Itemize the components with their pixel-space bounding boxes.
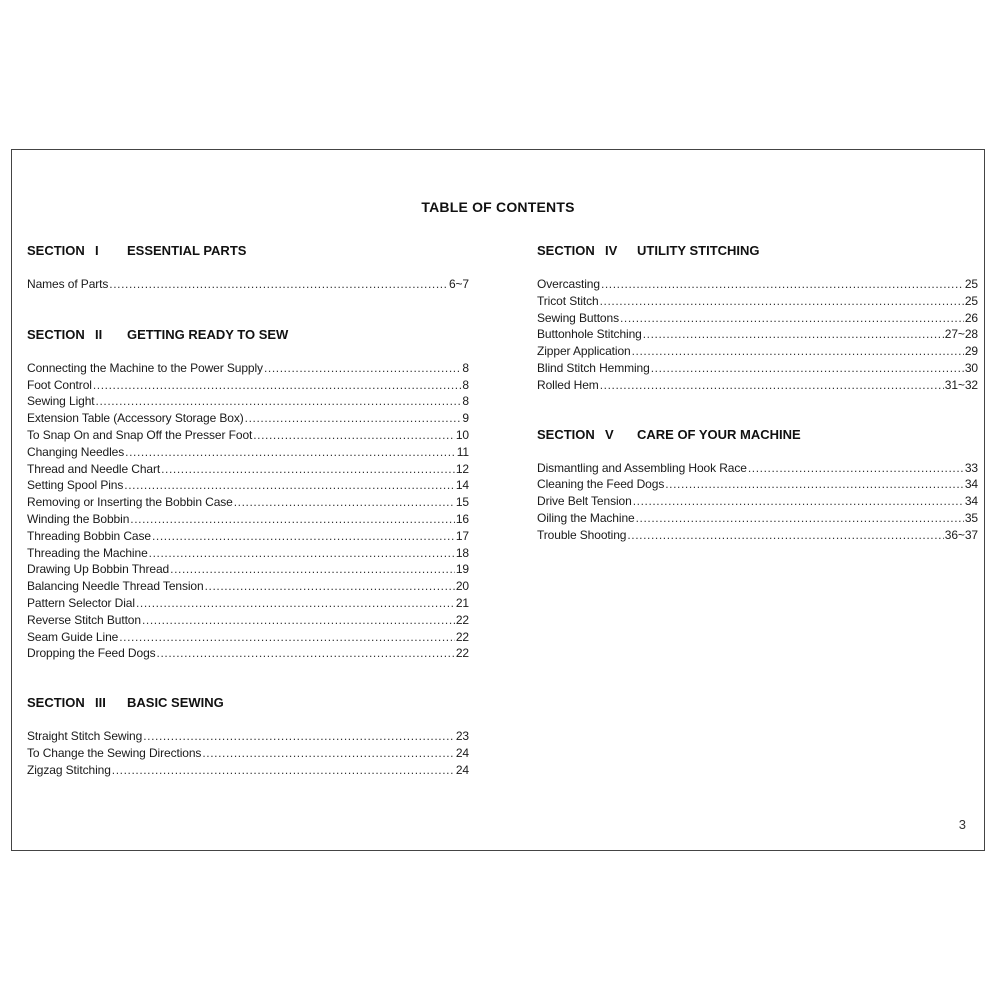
document-page bbox=[11, 149, 985, 851]
section-number: V bbox=[605, 426, 614, 442]
toc-entry bbox=[537, 476, 978, 493]
toc-entry bbox=[537, 293, 978, 310]
toc-entry bbox=[27, 578, 469, 595]
entry-label: Dropping the Feed Dogs bbox=[27, 646, 156, 661]
entry-label: Connecting the Machine to the Power Supply bbox=[27, 360, 263, 375]
toc-entry bbox=[27, 393, 469, 410]
entry-page: 8 bbox=[462, 377, 469, 392]
section-word: SECTION bbox=[537, 426, 595, 442]
dot-leader bbox=[620, 310, 964, 327]
toc-entry bbox=[27, 444, 469, 461]
toc-entry bbox=[27, 360, 469, 377]
entry-label: Zipper Application bbox=[537, 344, 631, 359]
toc-entry bbox=[27, 728, 469, 745]
dot-leader bbox=[124, 477, 455, 494]
entry-page: 24 bbox=[455, 745, 469, 760]
toc-entry bbox=[27, 762, 469, 779]
dot-leader bbox=[600, 377, 944, 394]
entry-label: Names of Parts bbox=[27, 277, 109, 291]
entry-page: 12 bbox=[455, 461, 469, 476]
entry-label: Drawing Up Bobbin Thread bbox=[27, 562, 170, 577]
dot-leader bbox=[136, 595, 455, 612]
entry-label: Straight Stitch Sewing bbox=[27, 729, 143, 744]
entry-label: Zigzag Stitching bbox=[27, 762, 111, 777]
right-column bbox=[537, 243, 978, 544]
entry-page: 17 bbox=[455, 528, 469, 543]
entry-page: 26 bbox=[964, 310, 978, 325]
toc-entry bbox=[27, 494, 469, 511]
toc-entry bbox=[27, 645, 469, 662]
section-heading bbox=[27, 327, 469, 343]
section-number: I bbox=[95, 243, 99, 258]
section-name: GETTING READY TO SEW bbox=[127, 326, 289, 342]
dot-leader bbox=[143, 728, 455, 745]
dot-leader bbox=[152, 528, 455, 545]
dot-leader bbox=[202, 745, 455, 762]
dot-leader bbox=[157, 645, 455, 662]
section-number: IV bbox=[605, 243, 618, 258]
toc-entry bbox=[27, 629, 469, 646]
entry-page: 14 bbox=[455, 478, 469, 493]
dot-leader bbox=[149, 545, 455, 562]
entry-label: Buttonhole Stitching bbox=[537, 327, 642, 342]
entry-label: Sewing Buttons bbox=[537, 310, 619, 325]
entry-page: 29 bbox=[964, 344, 978, 359]
dot-leader bbox=[636, 510, 964, 527]
entry-label: Threading the Machine bbox=[27, 545, 148, 560]
toc-entry bbox=[27, 477, 469, 494]
toc-entry bbox=[27, 545, 469, 562]
dot-leader bbox=[633, 493, 964, 510]
section-name: BASIC SEWING bbox=[127, 695, 224, 711]
toc-entry bbox=[27, 276, 469, 293]
dot-leader bbox=[93, 377, 462, 394]
toc-entry bbox=[27, 612, 469, 629]
entry-label: Blind Stitch Hemming bbox=[537, 360, 650, 375]
section-name: ESSENTIAL PARTS bbox=[127, 243, 247, 258]
entry-label: Trouble Shooting bbox=[537, 527, 627, 542]
section-3 bbox=[27, 695, 469, 778]
entry-page: 15 bbox=[455, 495, 469, 510]
entry-list bbox=[27, 276, 469, 293]
entry-label: Drive Belt Tension bbox=[537, 494, 632, 509]
entry-label: Foot Control bbox=[27, 377, 92, 392]
entry-label: Oiling the Machine bbox=[537, 510, 635, 525]
entry-label: Pattern Selector Dial bbox=[27, 595, 135, 610]
entry-page: 6~7 bbox=[448, 277, 469, 291]
entry-page: 18 bbox=[455, 545, 469, 560]
dot-leader bbox=[205, 578, 455, 595]
entry-page: 8 bbox=[462, 394, 469, 409]
toc-entry bbox=[537, 360, 978, 377]
toc-entry bbox=[537, 326, 978, 343]
entry-page: 30 bbox=[964, 360, 978, 375]
entry-label: Removing or Inserting the Bobbin Case bbox=[27, 495, 233, 510]
dot-leader bbox=[264, 360, 461, 377]
entry-page: 34 bbox=[964, 477, 978, 492]
dot-leader bbox=[601, 276, 964, 293]
entry-label: To Change the Sewing Directions bbox=[27, 745, 202, 760]
entry-label: Balancing Needle Thread Tension bbox=[27, 579, 204, 594]
entry-label: Threading Bobbin Case bbox=[27, 528, 151, 543]
dot-leader bbox=[627, 527, 943, 544]
section-2 bbox=[27, 327, 469, 662]
left-column bbox=[27, 243, 469, 779]
entry-page: 36~37 bbox=[944, 527, 978, 542]
section-number: III bbox=[95, 695, 106, 711]
section-number: II bbox=[95, 326, 103, 342]
entry-label: Overcasting bbox=[537, 277, 600, 291]
entry-label: Extension Table (Accessory Storage Box) bbox=[27, 411, 244, 426]
section-name: CARE OF YOUR MACHINE bbox=[637, 426, 801, 442]
toc-entry bbox=[537, 493, 978, 510]
entry-list bbox=[537, 276, 978, 394]
section-1 bbox=[27, 243, 469, 293]
section-heading bbox=[27, 695, 469, 711]
entry-page: 10 bbox=[455, 427, 469, 442]
toc-entry bbox=[27, 410, 469, 427]
entry-label: Winding the Bobbin bbox=[27, 511, 130, 526]
dot-leader bbox=[632, 343, 964, 360]
entry-page: 22 bbox=[455, 612, 469, 627]
entry-page: 8 bbox=[462, 360, 469, 375]
entry-page: 21 bbox=[455, 595, 469, 610]
toc-entry bbox=[537, 460, 978, 477]
dot-leader bbox=[748, 460, 964, 477]
entry-label: Thread and Needle Chart bbox=[27, 461, 161, 476]
toc-entry bbox=[27, 528, 469, 545]
section-4 bbox=[537, 243, 978, 394]
toc-entry bbox=[537, 527, 978, 544]
toc-entry bbox=[27, 745, 469, 762]
toc-entry bbox=[537, 310, 978, 327]
page-title: TABLE OF CONTENTS bbox=[421, 199, 575, 215]
entry-page: 27~28 bbox=[944, 327, 978, 342]
section-name: UTILITY STITCHING bbox=[637, 243, 760, 258]
entry-page: 33 bbox=[964, 460, 978, 475]
entry-page: 22 bbox=[455, 629, 469, 644]
dot-leader bbox=[600, 293, 964, 310]
entry-page: 9 bbox=[462, 411, 469, 426]
dot-leader bbox=[161, 461, 455, 478]
entry-label: Setting Spool Pins bbox=[27, 478, 124, 493]
entry-label: Dismantling and Assembling Hook Race bbox=[537, 460, 747, 475]
dot-leader bbox=[96, 393, 462, 410]
section-word: SECTION bbox=[27, 695, 85, 711]
toc-entry bbox=[27, 461, 469, 478]
dot-leader bbox=[112, 762, 455, 779]
entry-list bbox=[27, 360, 469, 662]
toc-entry bbox=[537, 377, 978, 394]
entry-page: 25 bbox=[964, 293, 978, 308]
entry-label: Cleaning the Feed Dogs bbox=[537, 477, 665, 492]
entry-label: Rolled Hem bbox=[537, 377, 599, 392]
entry-page: 34 bbox=[964, 494, 978, 509]
dot-leader bbox=[109, 276, 448, 293]
entry-page: 19 bbox=[455, 562, 469, 577]
entry-label: Reverse Stitch Button bbox=[27, 612, 141, 627]
toc-entry bbox=[537, 276, 978, 293]
toc-entry bbox=[537, 510, 978, 527]
entry-label: Seam Guide Line bbox=[27, 629, 119, 644]
entry-label: To Snap On and Snap Off the Presser Foot bbox=[27, 427, 253, 442]
dot-leader bbox=[125, 444, 456, 461]
toc-entry bbox=[27, 511, 469, 528]
dot-leader bbox=[245, 410, 462, 427]
entry-page: 35 bbox=[964, 510, 978, 525]
entry-label: Changing Needles bbox=[27, 444, 125, 459]
section-heading bbox=[27, 243, 469, 259]
entry-page: 23 bbox=[455, 729, 469, 744]
entry-list bbox=[27, 728, 469, 778]
dot-leader bbox=[170, 561, 455, 578]
entry-label: Tricot Stitch bbox=[537, 293, 599, 308]
entry-page: 24 bbox=[455, 762, 469, 777]
dot-leader bbox=[643, 326, 944, 343]
toc-entry bbox=[27, 427, 469, 444]
dot-leader bbox=[130, 511, 455, 528]
dot-leader bbox=[665, 476, 964, 493]
dot-leader bbox=[253, 427, 455, 444]
dot-leader bbox=[651, 360, 964, 377]
page-number: 3 bbox=[958, 817, 966, 832]
section-heading bbox=[537, 243, 978, 259]
dot-leader bbox=[142, 612, 455, 629]
dot-leader bbox=[234, 494, 455, 511]
entry-page: 20 bbox=[455, 579, 469, 594]
entry-label: Sewing Light bbox=[27, 394, 95, 409]
entry-page: 16 bbox=[455, 511, 469, 526]
entry-page: 11 bbox=[456, 444, 469, 459]
entry-list bbox=[537, 460, 978, 544]
entry-page: 25 bbox=[964, 277, 978, 291]
entry-page: 22 bbox=[455, 646, 469, 661]
section-word: SECTION bbox=[537, 243, 595, 258]
toc-entry bbox=[27, 595, 469, 612]
dot-leader bbox=[119, 629, 455, 646]
section-heading bbox=[537, 427, 978, 443]
section-5 bbox=[537, 427, 978, 544]
toc-entry bbox=[27, 377, 469, 394]
toc-entry bbox=[27, 561, 469, 578]
section-word: SECTION bbox=[27, 243, 85, 258]
section-word: SECTION bbox=[27, 326, 85, 342]
toc-entry bbox=[537, 343, 978, 360]
entry-page: 31~32 bbox=[944, 377, 978, 392]
